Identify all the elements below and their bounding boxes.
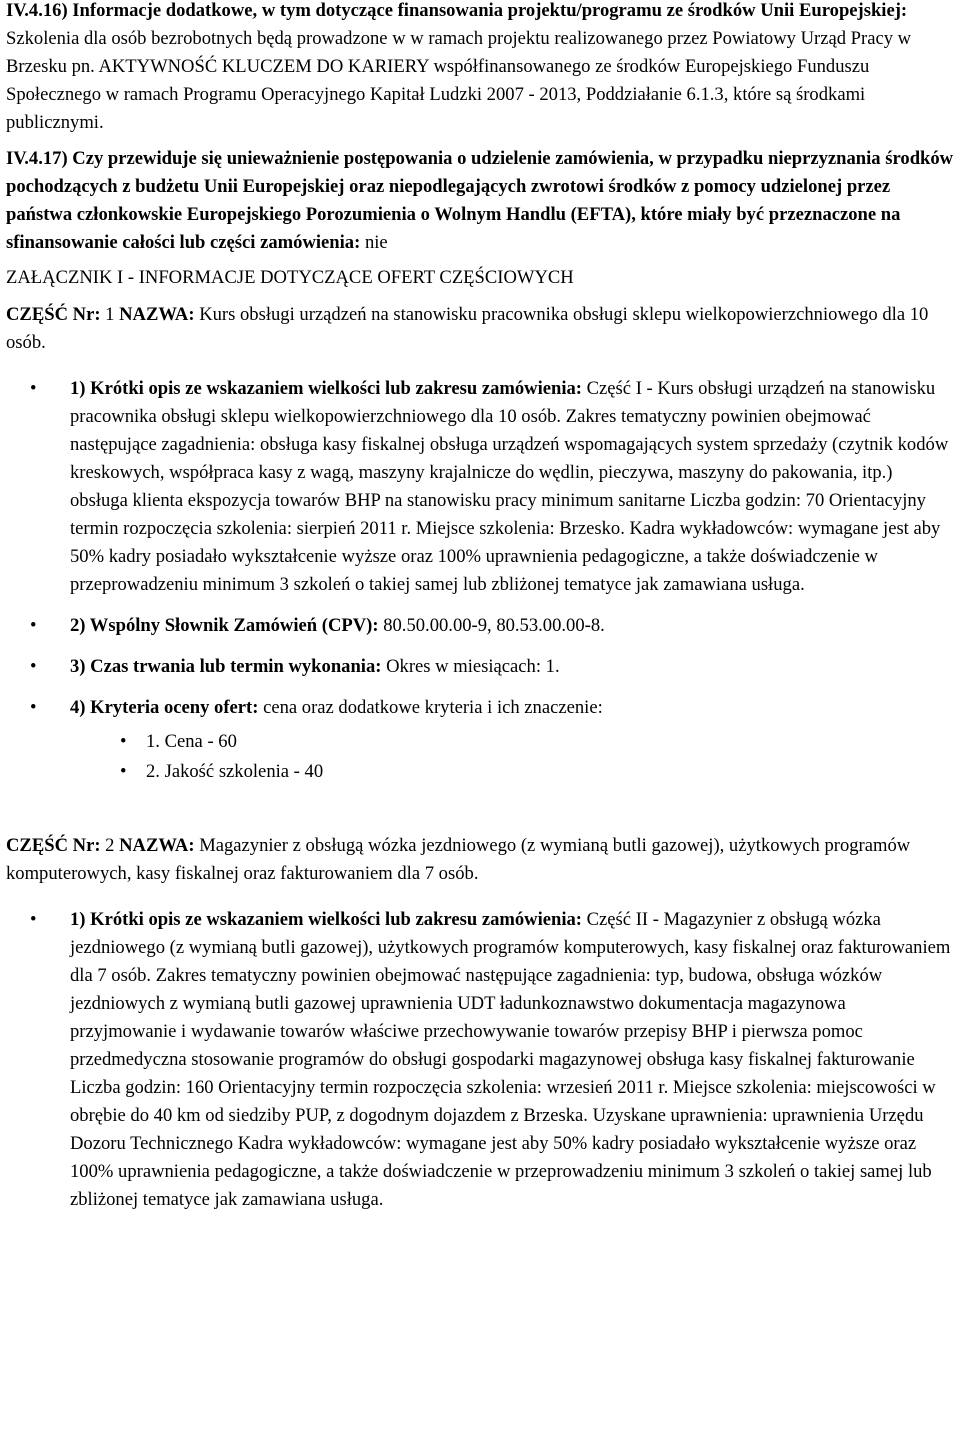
part-1-details <box>6 375 954 786</box>
part-2-details <box>6 906 954 1214</box>
part-2-name-label: NAZWA: <box>119 835 195 856</box>
part-1-description-label: 1) Krótki opis ze wskazaniem wielkości lub zakresu zamówienia: <box>70 378 582 399</box>
part-2-number: 2 <box>100 835 120 856</box>
part-1-heading <box>6 301 954 357</box>
section-iv-4-17 <box>6 145 954 257</box>
section-iv-4-16 <box>6 0 954 137</box>
part-2-name: Magazynier z obsługą wózka jezdniowego (z wymianą butli gazowej), użytkowych programów komputerowych, kasy fiskalnej oraz fakturowaniem dla 7 osób. <box>6 835 911 884</box>
section-iv-4-16-body: Szkolenia dla osób bezrobotnych będą prowadzone w w ramach projektu realizowanego przez Powiatowy Urząd Pracy w Brzesku pn. AKTYWNOŚĆ KLUCZEM DO KARIERY współfinansowanego ze środków Europejskiego Funduszu Społecznego w ramach Programu Operacyjnego Kapitał Ludzki 2007 - 2013, Poddziałanie 6.1.3, które są środkami publicznymi. <box>6 28 912 133</box>
part-1-name: Kurs obsługi urządzeń na stanowisku pracownika obsługi sklepu wielkopowierzchniowego dla 10 osób. <box>6 304 929 353</box>
part-1-cpv-codes: 80.50.00.00-9, 80.53.00.00-8. <box>378 615 605 636</box>
criteria-item: • 2. Jakość szkolenia - 40 <box>70 758 954 786</box>
part-1-criteria-list <box>70 728 954 786</box>
part-1-description <box>6 375 954 599</box>
part-1-duration-value: Okres w miesiącach: 1. <box>381 656 560 677</box>
part-1-duration-label: 3) Czas trwania lub termin wykonania: <box>70 656 382 677</box>
part-1-cpv-label: 2) Wspólny Słownik Zamówień (CPV): <box>70 615 379 636</box>
attachment-title: ZAŁĄCZNIK I - INFORMACJE DOTYCZĄCE OFERT CZĘŚCIOWYCH <box>6 267 574 288</box>
section-iv-4-17-answer: nie <box>360 232 388 253</box>
part-1-duration <box>6 653 954 681</box>
part-1-cpv <box>6 612 954 640</box>
part-1-description-text: Część I - Kurs obsługi urządzeń na stanowisku pracownika obsługi sklepu wielkopowierzchniowego dla 10 osób. Zakres tematyczny powinien obejmować następujące zagadnienia: obsługa kasy fiskalnej obsługa urządzeń wspomagających system sprzedaży (czytnik kodów kreskowych, współpraca kasy z wagą, maszyny krajalnicze do wędlin, pieczywa, maszyny do pakowania, itp.) obsługa klienta ekspozycja towarów BHP na stanowisku pracy minimum sanitarne Liczba godzin: 70 Orientacyjny termin rozpoczęcia szkolenia: sierpień 2011 r. Miejsce szkolenia: Brzesko. Kadra wykładowców: wymagane jest aby 50% kadry posiadało wykształcenie wyższe oraz 100% uprawnienia pedagogiczne, a także doświadczenie w przeprowadzeniu minimum 3 szkoleń o takiej samej lub zbliżonej tematyce jak zamawiana usługa. <box>70 378 949 595</box>
part-2-label: CZĘŚĆ Nr: <box>6 835 101 856</box>
part-1-criteria-text: cena oraz dodatkowe kryteria i ich znaczenie: <box>258 697 603 718</box>
part-2-heading <box>6 832 954 888</box>
criteria-item: • 1. Cena - 60 <box>70 728 954 756</box>
part-1-criteria <box>6 694 954 786</box>
part-2-description-label: 1) Krótki opis ze wskazaniem wielkości lub zakresu zamówienia: <box>70 909 582 930</box>
part-2-description-text: Część II - Magazynier z obsługą wózka jezdniowego (z wymianą butli gazowej), użytkowych programów komputerowych, kasy fiskalnej oraz fakturowaniem dla 7 osób. Zakres tematyczny powinien obejmować następujące zagadnienia: typ, budowa, obsługa wózków jezdniowych z wymianą butli gazowej uprawnienia UDT ładunkoznawstwo dokumentacja magazynowa przyjmowanie i wydawanie towarów właściwe przechowywanie towarów przepisy BHP i pierwsza pomoc przedmedyczna stosowanie programów do obsługi gospodarki magazynowej obsługa kasy fiskalnej fakturowanie Liczba godzin: 160 Orientacyjny termin rozpoczęcia szkolenia: wrzesień 2011 r. Miejsce szkolenia: miejscowości w obrębie do 40 km od siedziby PUP, z dogodnym dojazdem z Brzeska. Uzyskane uprawnienia: uprawnienia Urzędu Dozoru Technicznego Kadra wykładowców: wymagane jest aby 50% kadry posiadało wykształcenie wyższe oraz 100% uprawnienia pedagogiczne, a także doświadczenie w przeprowadzeniu minimum 3 szkoleń o takiej samej lub zbliżonej tematyce jak zamawiana usługa. <box>70 909 951 1210</box>
part-1-label: CZĘŚĆ Nr: <box>6 304 101 325</box>
part-1-number: 1 <box>100 304 120 325</box>
part-2-description <box>6 906 954 1214</box>
section-iv-4-17-heading: IV.4.17) Czy przewiduje się unieważnienie postępowania o udzielenie zamówienia, w przypadku nieprzyznania środków pochodzących z budżetu Unii Europejskiej oraz niepodlegających zwrotowi środków z pomocy udzielonej przez państwa członkowskie Europejskiego Porozumienia o Wolnym Handlu (EFTA), które miały być przeznaczone na sfinansowanie całości lub części zamówienia: <box>6 148 954 253</box>
part-1-criteria-label: 4) Kryteria oceny ofert: <box>70 697 259 718</box>
section-iv-4-16-heading: IV.4.16) Informacje dodatkowe, w tym dotyczące finansowania projektu/programu ze środków Unii Europejskiej: <box>6 0 908 21</box>
part-1-name-label: NAZWA: <box>119 304 195 325</box>
